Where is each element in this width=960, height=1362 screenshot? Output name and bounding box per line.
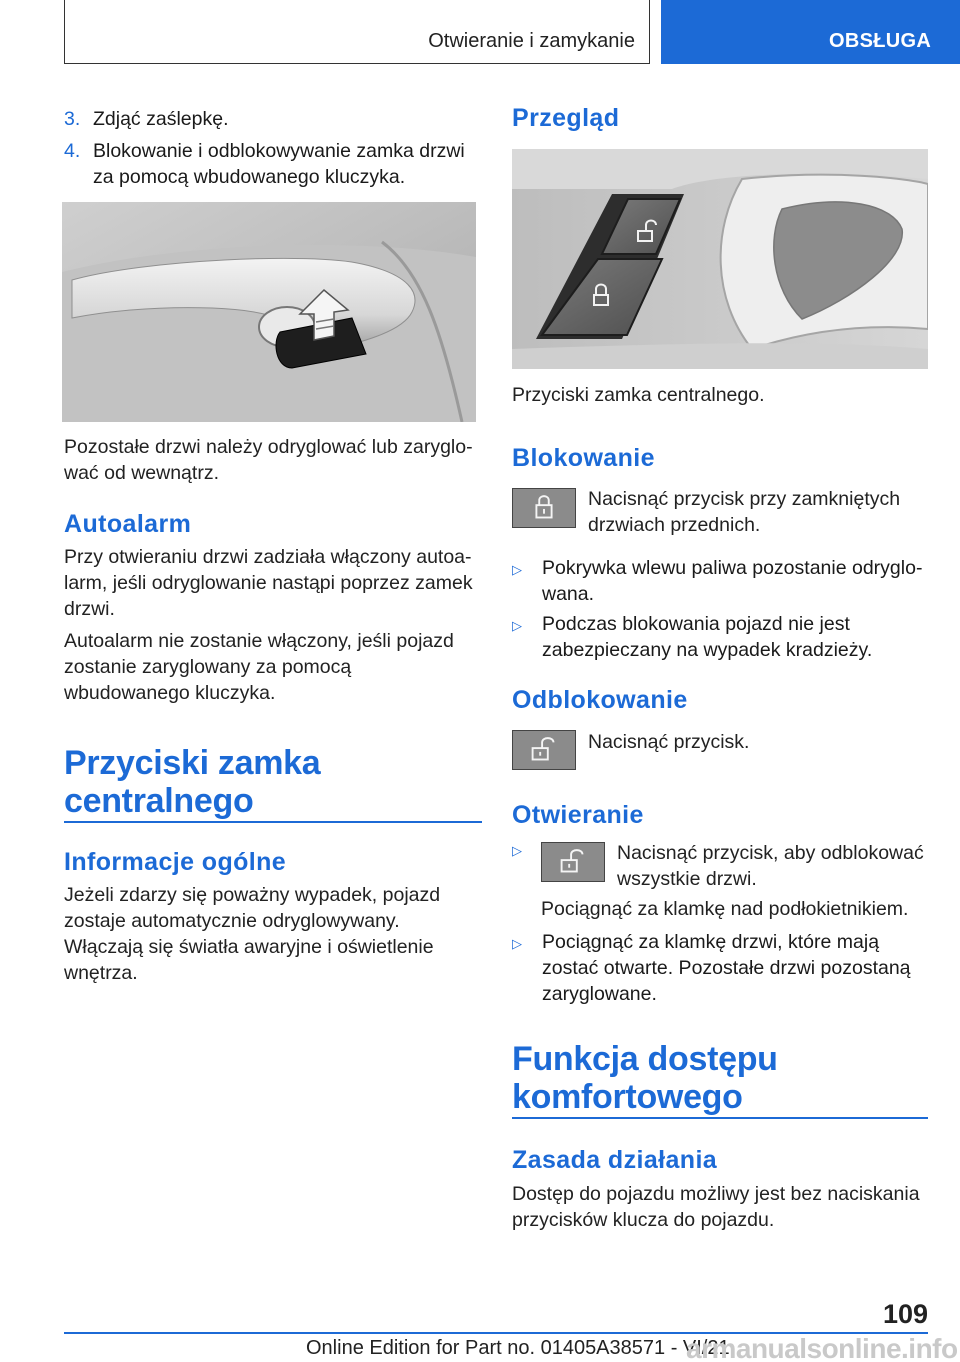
step-number: 4. xyxy=(64,140,81,162)
unlocking-heading: Odblokowanie xyxy=(512,686,688,714)
footer-edition: Online Edition for Part no. 01405A38571 - VI/21 xyxy=(306,1337,730,1359)
step-number: 3. xyxy=(64,108,81,130)
step-3 xyxy=(64,106,482,132)
section-rule xyxy=(64,821,482,823)
autoalarm-paragraph-2: Autoalarm nie zostanie włączony, jeśli pojazd zostanie zaryglowany za pomocą wbudowanego kluczyka. xyxy=(64,630,454,704)
principle-heading: Zasada działania xyxy=(512,1146,718,1174)
general-info-paragraph: Jeżeli zdarzy się poważny wypadek, pojazd zostaje automatycznie odryglowywany. Włączają się światła awaryjne i oświetlenie wnętrza. xyxy=(64,884,441,984)
step-4 xyxy=(64,138,482,190)
section-rule xyxy=(512,1117,928,1119)
overview-heading: Przegląd xyxy=(512,104,620,132)
chapter-tab-label: OBSŁUGA xyxy=(829,30,932,52)
bullet-triangle-icon: ▷ xyxy=(512,562,522,577)
step-text: Blokowanie i odblokowywanie zamka drzwi za pomocą wbudowanego kluczyka. xyxy=(93,140,465,188)
bullet-triangle-icon: ▷ xyxy=(512,618,522,633)
watermark: armanualsonline.info xyxy=(686,1333,958,1362)
after-photo-text: Pozostałe drzwi należy odryglować lub zaryglować od wewnątrz. xyxy=(64,436,473,484)
unlocking-text: Nacisnąć przycisk. xyxy=(588,731,750,753)
bullet-text: Podczas blokowania pojazd nie jest zabezpieczany na wypadek kradzieży. xyxy=(542,613,873,661)
door-panel-illustration xyxy=(512,149,928,369)
step-text: Zdjąć zaślepkę. xyxy=(93,108,229,130)
unlock-icon xyxy=(512,730,576,770)
locking-heading: Blokowanie xyxy=(512,444,655,472)
locking-bullet-2 xyxy=(512,611,930,663)
door-handle-key-photo xyxy=(62,202,476,422)
comfort-access-heading: Funkcja dostępu komfortowego xyxy=(512,1040,778,1116)
header-section-box xyxy=(64,0,650,64)
locking-text: Nacisnąć przycisk przy zamkniętych drzwiach przednich. xyxy=(588,488,901,536)
page-number: 109 xyxy=(882,1299,928,1329)
bullet-text: Pociągnąć za klamkę drzwi, które mają zostać otwarte. Pozostałe drzwi pozostaną zaryglowane. xyxy=(542,931,911,1005)
chapter-tab[interactable] xyxy=(661,0,960,64)
central-lock-buttons-photo xyxy=(512,149,928,369)
opening-bullet-1-sub: Pociągnąć za klamkę nad podłokietnikiem. xyxy=(541,898,909,920)
bullet-triangle-icon: ▷ xyxy=(512,936,522,951)
overview-caption: Przyciski zamka centralnego. xyxy=(512,384,765,406)
autoalarm-paragraph-1: Przy otwieraniu drzwi zadziała włączony autoalarm, jeśli odryglowanie nastąpi poprzez zamek drzwi. xyxy=(64,546,473,620)
header-section-title: Otwieranie i zamykanie xyxy=(428,30,635,52)
principle-text: Dostęp do pojazdu możliwy jest bez naciskania przycisków klucza do pojazdu. xyxy=(512,1183,920,1231)
opening-bullet-2 xyxy=(512,929,930,1007)
bullet-triangle-icon: ▷ xyxy=(512,843,522,858)
opening-heading: Otwieranie xyxy=(512,801,644,829)
central-lock-heading: Przyciski zamka centralnego xyxy=(64,744,321,820)
bullet-text: Pokrywka wlewu paliwa pozostanie odryglowana. xyxy=(542,557,923,605)
autoalarm-heading: Autoalarm xyxy=(64,510,192,538)
door-handle-illustration xyxy=(62,202,476,422)
unlock-icon xyxy=(541,842,605,882)
general-info-heading: Informacje ogólne xyxy=(64,848,287,876)
opening-bullet-1-text: Nacisnąć przycisk, aby odblokować wszystkie drzwi. xyxy=(617,842,924,890)
lock-icon xyxy=(512,488,576,528)
locking-bullet-1 xyxy=(512,555,930,607)
